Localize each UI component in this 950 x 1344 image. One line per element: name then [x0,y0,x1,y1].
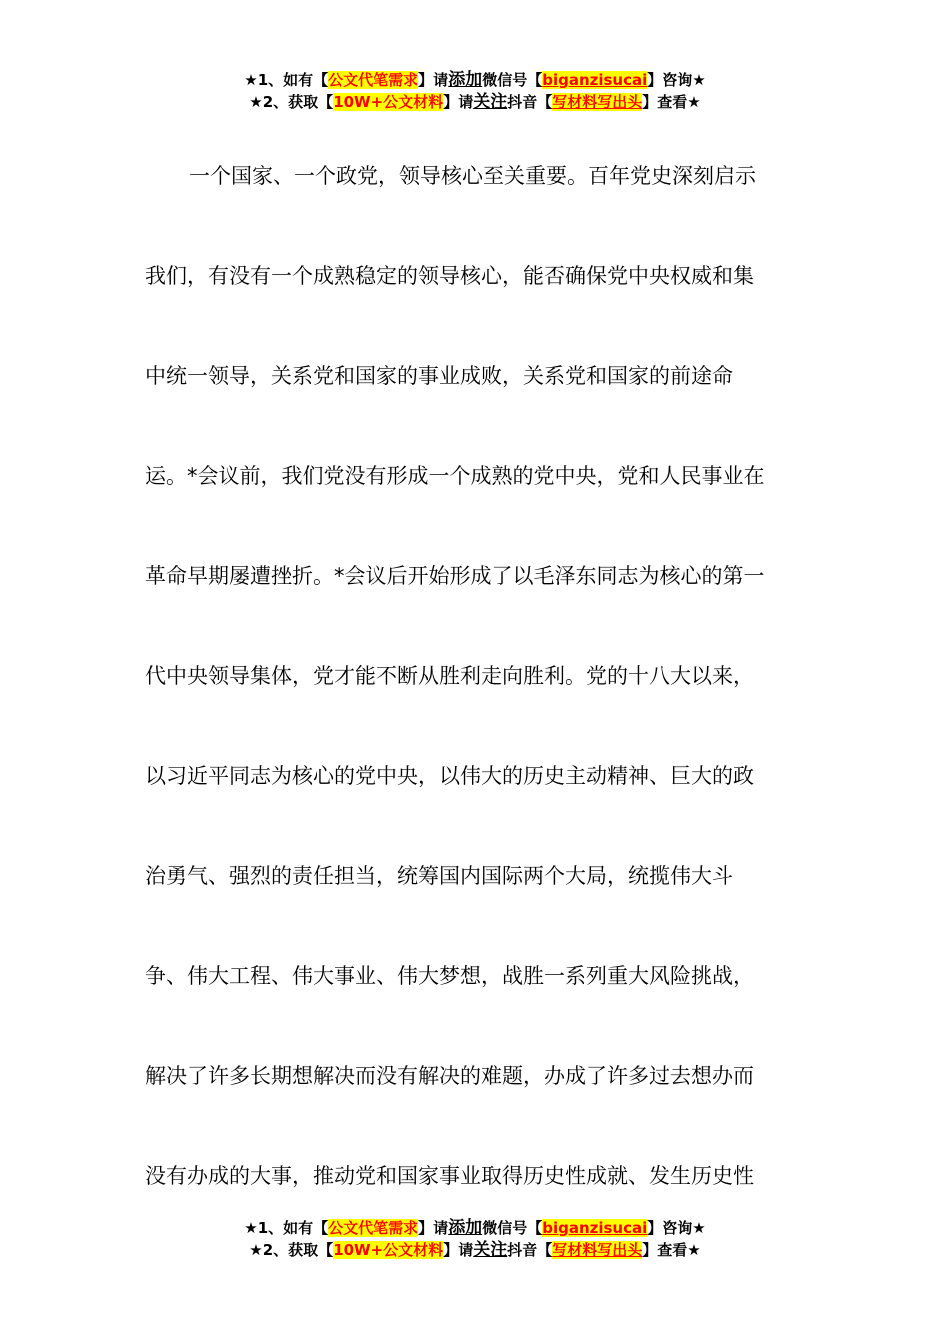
banner-text: 】请 [418,71,449,89]
banner-text: 】请 [443,93,474,111]
emphasis-text: 关注 [473,92,508,112]
highlight-materials: 10W+公文材料 [333,93,444,111]
douyin-account-link[interactable]: 写材料写出头 [552,93,643,111]
highlight-service: 公文代笔需求 [328,1219,419,1237]
banner-line-2 [0,1239,950,1261]
banner-text: 微信号【 [482,1219,543,1237]
footer-banner [0,1217,950,1261]
emphasis-text: 添加 [448,70,483,90]
paragraph-line: 解决了许多长期想解决而没有解决的难题，办成了许多过去想办而 [145,1064,754,1088]
banner-line-1 [0,69,950,91]
banner-line-2 [0,91,950,113]
banner-text: ★1、如有【 [244,71,329,89]
paragraph-line: 一个国家、一个政党，领导核心至关重要。百年党史深刻启示 [189,164,756,188]
paragraph-line: 治勇气、强烈的责任担当，统筹国内国际两个大局，统揽伟大斗 [145,864,733,888]
paragraph-line: 革命早期屡遭挫折。*会议后开始形成了以毛泽东同志为核心的第一 [145,564,765,588]
paragraph-line: 没有办成的大事，推动党和国家事业取得历史性成就、发生历史性 [145,1164,754,1188]
paragraph-line: 代中央领导集体，党才能不断从胜利走向胜利。党的十八大以来， [145,664,754,688]
emphasis-text: 关注 [473,1240,508,1260]
banner-text: 】请 [443,1241,474,1259]
banner-text: ★1、如有【 [244,1219,329,1237]
banner-line-1 [0,1217,950,1239]
banner-text: ★2、获取【 [249,1241,334,1259]
highlight-service: 公文代笔需求 [328,71,419,89]
emphasis-text: 添加 [448,1218,483,1238]
highlight-materials: 10W+公文材料 [333,1241,444,1259]
document-paragraph [145,126,825,1226]
paragraph-line: 我们，有没有一个成熟稳定的领导核心，能否确保党中央权威和集 [145,264,754,288]
wechat-id-link[interactable]: biganzisucai [542,71,648,89]
banner-text: 】咨询★ [647,71,706,89]
banner-text: 抖音【 [507,1241,553,1259]
paragraph-line: 运。*会议前，我们党没有形成一个成熟的党中央，党和人民事业在 [145,464,765,488]
banner-text: 抖音【 [507,93,553,111]
banner-text: ★2、获取【 [249,93,334,111]
banner-text: 微信号【 [482,71,543,89]
header-banner [0,69,950,113]
paragraph-line: 争、伟大工程、伟大事业、伟大梦想，战胜一系列重大风险挑战， [145,964,754,988]
banner-text: 】咨询★ [647,1219,706,1237]
paragraph-line: 以习近平同志为核心的党中央，以伟大的历史主动精神、巨大的政 [145,764,754,788]
banner-text: 】查看★ [642,93,701,111]
banner-text: 】请 [418,1219,449,1237]
banner-text: 】查看★ [642,1241,701,1259]
douyin-account-link[interactable]: 写材料写出头 [552,1241,643,1259]
paragraph-line: 中统一领导，关系党和国家的事业成败，关系党和国家的前途命 [145,364,733,388]
wechat-id-link[interactable]: biganzisucai [542,1219,648,1237]
